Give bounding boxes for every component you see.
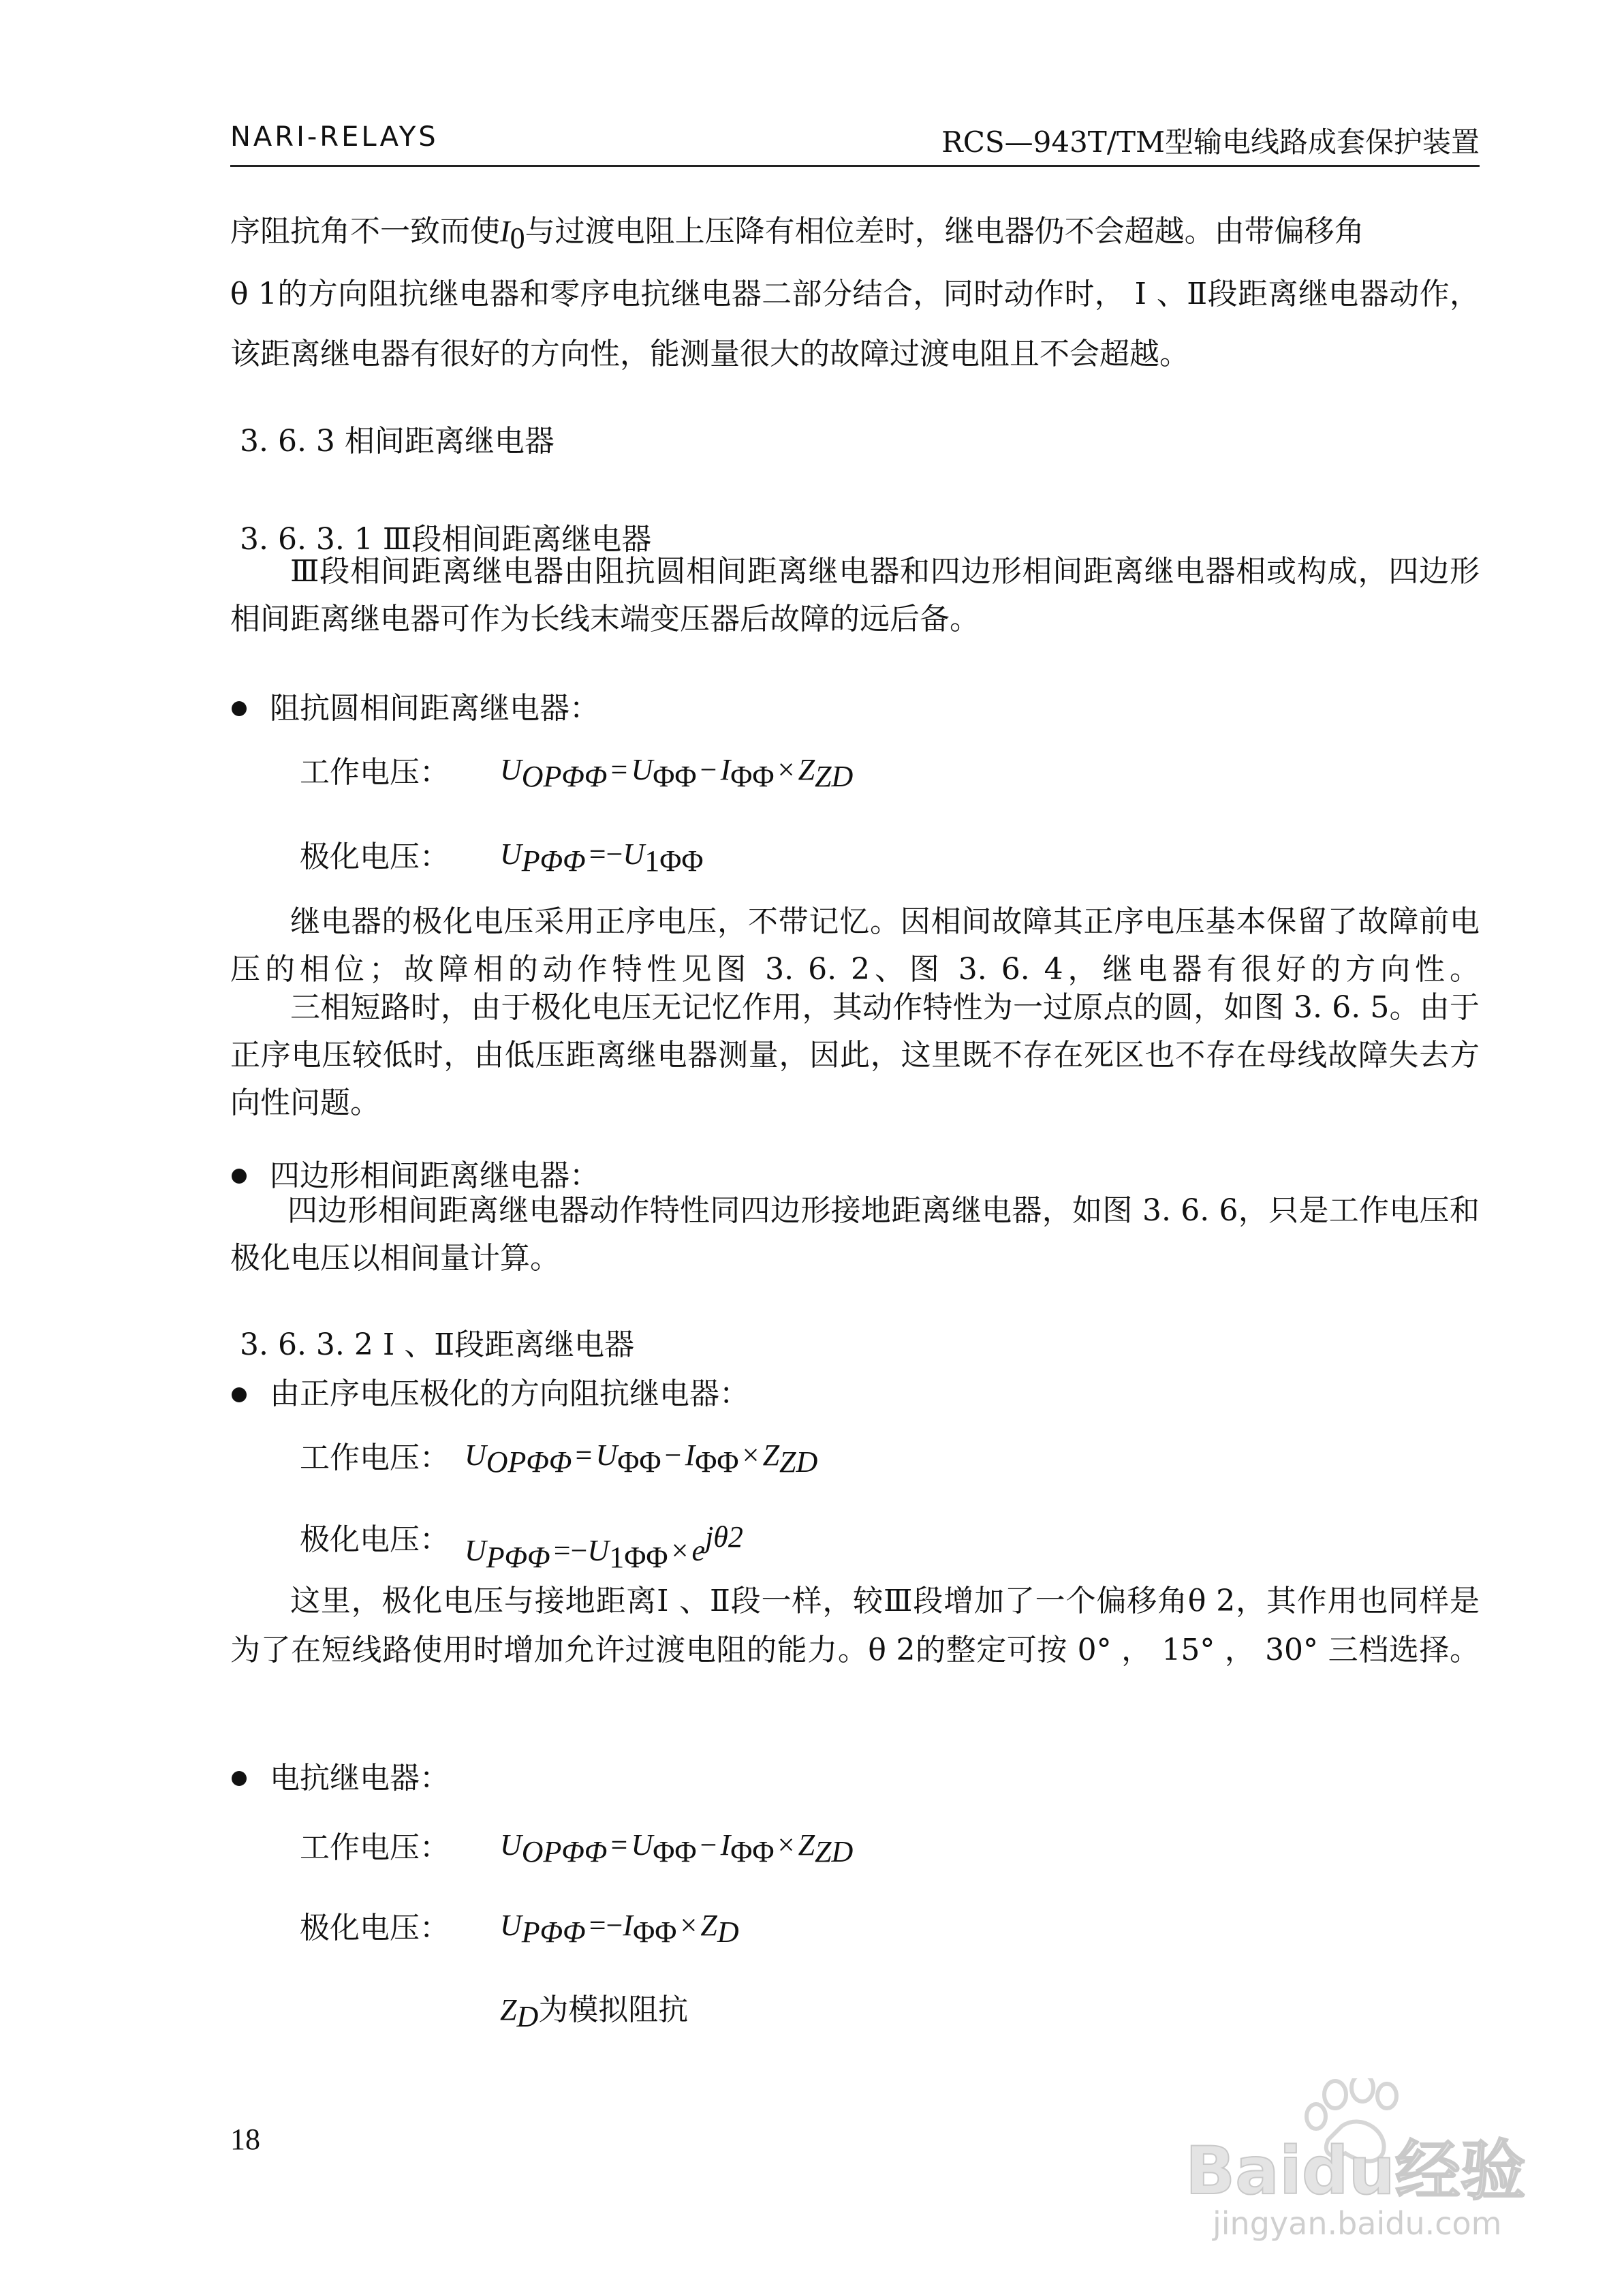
bullet-positive-sequence: 由正序电压极化的方向阻抗继电器： bbox=[270, 1376, 749, 1411]
bullet-dot bbox=[232, 701, 247, 716]
work-voltage-label: 工作电压： bbox=[300, 1830, 450, 1865]
section-heading-3632: 3. 6. 3. 2 Ⅰ 、Ⅱ段距离继电器 bbox=[240, 1327, 635, 1362]
para-3631: Ⅲ段相间距离继电器由阻抗圆相间距离继电器和四边形相间距离继电器相或构成，四边形相间距离继电器可作为长线末端变压器后故障的远后备。 bbox=[230, 554, 1480, 636]
para-polarization-1: 继电器的极化电压采用正序电压，不带记忆。因相间故障其正序电压基本保留了故障前电压的相位；故障相的动作特性见图 3. 6. 2、图 3. 6. 4，继电器有很好的方向性。 bbox=[230, 904, 1480, 987]
para1-rest: θ 1的方向阻抗继电器和零序电抗继电器二部分结合，同时动作时， Ⅰ 、Ⅱ段距离继电器动作，该距离继电器有很好的方向性，能测量很大的故障过渡电阻且不会超越。 bbox=[230, 277, 1480, 371]
section-heading-3631: 3. 6. 3. 1 Ⅲ段相间距离继电器 bbox=[240, 522, 652, 557]
pol-voltage-label: 极化电压： bbox=[300, 840, 450, 874]
bullet-quadrilateral: 四边形相间距离继电器： bbox=[270, 1158, 599, 1193]
section-heading-363: 3. 6. 3 相间距离继电器 bbox=[240, 424, 555, 459]
page-number: 18 bbox=[230, 2123, 260, 2156]
para-theta2: 这里，极化电压与接地距离Ⅰ 、Ⅱ段一样，较Ⅲ段增加了一个偏移角θ 2，其作用也同样是为了在短线路使用时增加允许过渡电阻的能力。θ 2的整定可按 0° ， 15° ， 30° 三档选择。 bbox=[230, 1584, 1480, 1667]
para-quadrilateral: 四边形相间距离继电器动作特性同四边形接地距离继电器，如图 3. 6. 6，只是工作电压和极化电压以相间量计算。 bbox=[230, 1193, 1480, 1276]
watermark-url: jingyan.baidu.com bbox=[1213, 2205, 1502, 2242]
equation-pol-voltage-2: $U_{P\Phi\Phi} =-U_{1\Phi\Phi} \times e^{j\theta 2}$ bbox=[465, 1520, 743, 1574]
bullet-dot bbox=[232, 1169, 247, 1184]
bullet-reactance: 电抗继电器： bbox=[270, 1761, 450, 1796]
bullet-impedance-circle: 阻抗圆相间距离继电器： bbox=[270, 691, 599, 726]
watermark-brand: Baidu经验 bbox=[1185, 2133, 1526, 2209]
bullet-dot bbox=[232, 1387, 247, 1402]
equation-work-voltage-3: $U_{OP\Phi\Phi} = U_{\Phi\Phi} - I_{\Phi\Phi} \times Z_{ZD}$ bbox=[500, 1828, 854, 1868]
pol-voltage-label: 极化电压： bbox=[300, 1522, 450, 1557]
header-title: RCS—943T/TM型输电线路成套保护装置 bbox=[941, 125, 1480, 159]
header-rule bbox=[230, 165, 1480, 167]
work-voltage-label: 工作电压： bbox=[300, 1441, 450, 1475]
equation-work-voltage-2: $U_{OP\Phi\Phi} = U_{\Phi\Phi} - I_{\Phi\Phi} \times Z_{ZD}$ bbox=[465, 1438, 818, 1479]
para-polarization-2: 三相短路时，由于极化电压无记忆作用，其动作特性为一过原点的圆，如图 3. 6. 5。由于正序电压较低时，由低压距离继电器测量，因此，这里既不存在死区也不存在母线故障失去方向性问题。 bbox=[230, 990, 1480, 1120]
work-voltage-label: 工作电压： bbox=[300, 755, 450, 790]
equation-pol-voltage-1: $U_{P\Phi\Phi} =-U_{1\Phi\Phi}$ bbox=[500, 837, 704, 878]
pol-voltage-label: 极化电压： bbox=[300, 1911, 450, 1945]
header-company: NARI-RELAYS bbox=[230, 121, 439, 153]
equation-pol-voltage-3: $U_{P\Phi\Phi} =-I_{\Phi\Phi} \times Z_D$ bbox=[500, 1909, 739, 1949]
para1-line1: 序阻抗角不一致而使$I_0$与过渡电阻上压降有相位差时，继电器仍不会超越。由带偏移角 bbox=[230, 214, 1364, 255]
equation-work-voltage-1: $U_{OP\Phi\Phi} = U_{\Phi\Phi} - I_{\Phi\Phi} \times Z_{ZD}$ bbox=[500, 753, 854, 793]
bullet-dot bbox=[232, 1771, 247, 1786]
zd-note: $Z_D$为模拟阻抗 bbox=[500, 1992, 689, 2033]
